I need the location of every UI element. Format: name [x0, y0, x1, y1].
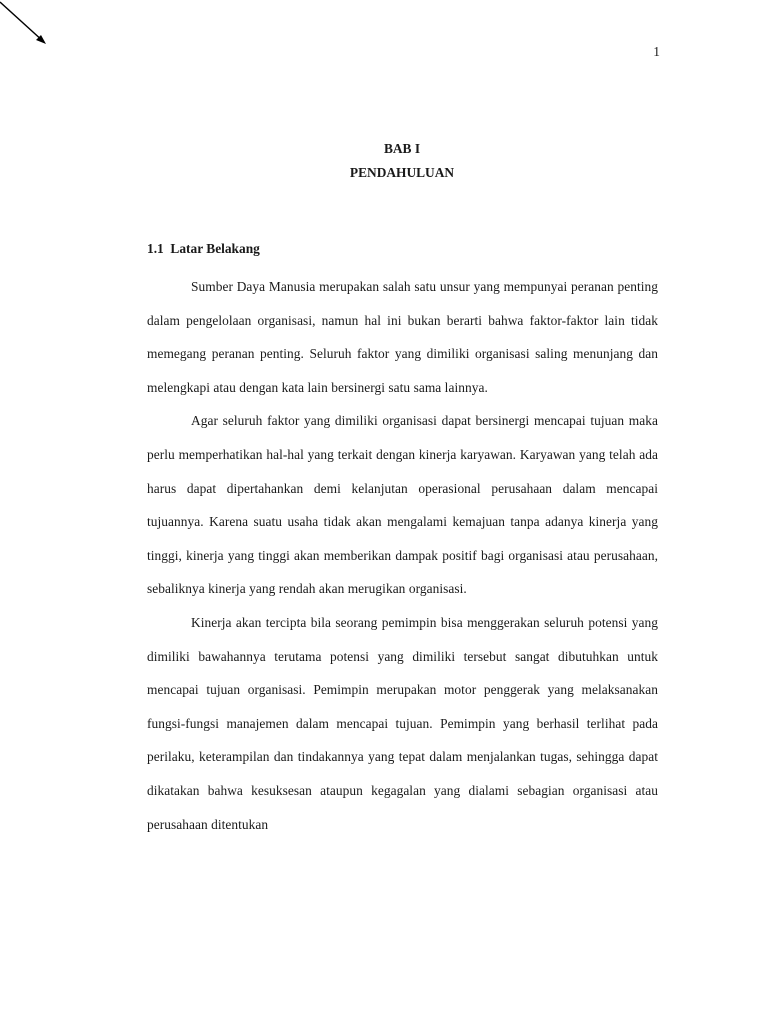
section-heading: 1.1 Latar Belakang — [147, 241, 260, 256]
body-text — [147, 270, 658, 841]
paragraph: Agar seluruh faktor yang dimiliki organisasi dapat bersinergi mencapai tujuan maka perlu memperhatikan hal-hal yang terkait dengan kinerja karyawan. Karyawan yang telah ada harus dapat dipertahankan demi kelanjutan operasional perusahaan dalam mencapai tujuannya. Karena suatu usaha tidak akan mengalami kemajuan tanpa adanya kinerja yang tinggi, kinerja yang tinggi akan memberikan dampak positif bagi organisasi atau perusahaan, sebaliknya kinerja yang rendah akan merugikan organisasi. — [147, 413, 658, 597]
paragraph: Kinerja akan tercipta bila seorang pemimpin bisa menggerakan seluruh potensi yang dimiliki bawahannya terutama potensi yang dimiliki tersebut sangat dibutuhkan untuk mencapai tujuan organisasi. Pemimpin merupakan motor penggerak yang melaksanakan fungsi-fungsi manajemen dalam mencapai tujuan. Pemimpin yang berhasil terlihat pada perilaku, keterampilan dan tindakannya yang tepat dalam menjalankan tugas, sehingga dapat dikatakan bahwa kesuksesan ataupun kegagalan yang dialami sebagian organisasi atau perusahaan ditentukan — [147, 614, 658, 832]
page-number: 1 — [653, 44, 660, 59]
paragraph: Sumber Daya Manusia merupakan salah satu unsur yang mempunyai peranan penting dalam pengelolaan organisasi, namun hal ini bukan berarti bahwa faktor-faktor lain tidak memegang peranan penting. Seluruh faktor yang dimiliki organisasi saling menunjang dan melengkapi atau dengan kata lain bersinergi satu sama lainnya. — [147, 279, 658, 395]
chapter-title: PENDAHULUAN — [349, 165, 455, 180]
chapter-heading — [0, 137, 768, 185]
chapter-label: BAB I — [383, 141, 421, 156]
arrow-pointer-icon — [0, 0, 60, 60]
